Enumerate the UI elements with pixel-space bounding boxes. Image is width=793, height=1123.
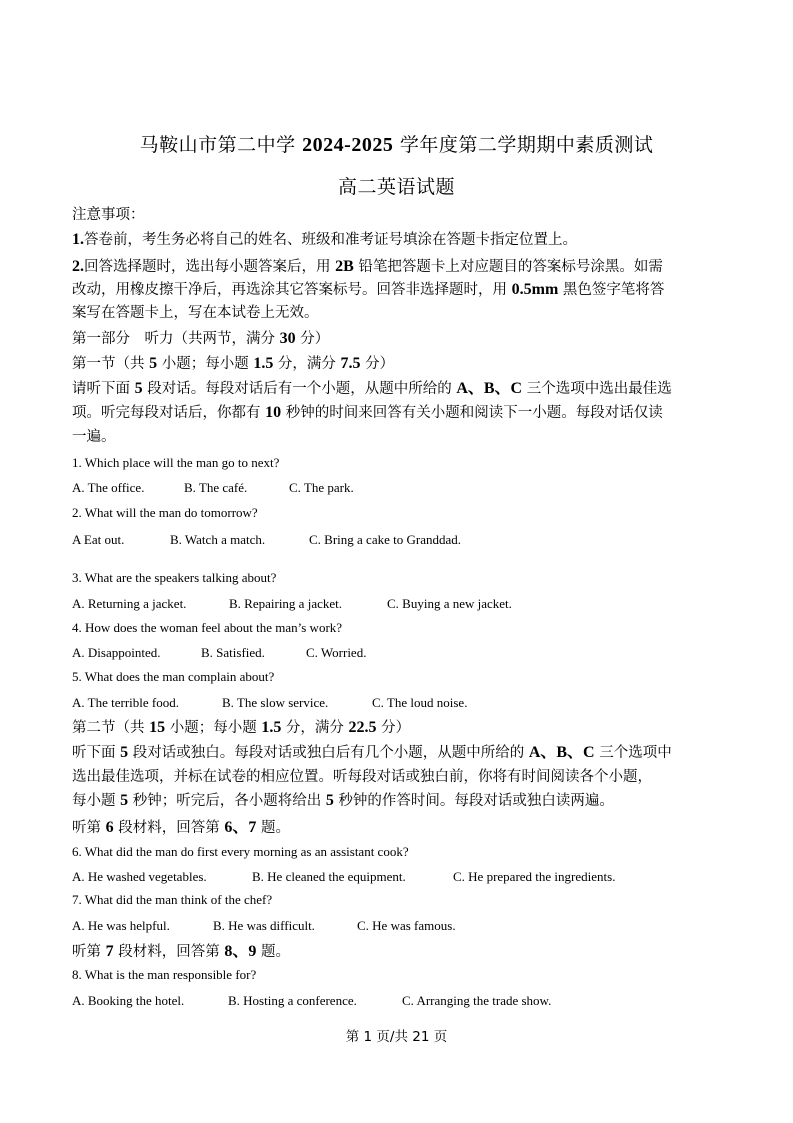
notice-item-2-line-1: 2.回答选择题时，选出每小题答案后，用 2B 铅笔把答题卡上对应题目的答案标号涂黑。如需 [72, 258, 663, 275]
option-b[interactable]: B. The café. [184, 480, 248, 495]
exam-title [0, 130, 793, 157]
question-3: 3. What are the speakers talking about? [72, 570, 277, 585]
section-1-heading: 第一节（共 5 小题；每小题 1.5 分，满分 7.5 分） [72, 355, 395, 372]
option-c[interactable]: C. Bring a cake to Granddad. [309, 532, 461, 547]
title-year: 2024-2025 [302, 134, 394, 156]
option-c[interactable]: C. The loud noise. [372, 695, 468, 710]
title-school: 马鞍山市第二中学 [139, 134, 303, 156]
option-a[interactable]: A. Disappointed. [72, 645, 161, 660]
option-a[interactable]: A. The terrible food. [72, 695, 179, 710]
option-b[interactable]: B. The slow service. [222, 695, 329, 710]
option-a[interactable]: A. The office. [72, 480, 145, 495]
question-5: 5. What does the man complain about? [72, 669, 275, 684]
question-7: 7. What did the man think of the chef? [72, 892, 273, 907]
option-c[interactable]: C. The park. [289, 480, 354, 495]
question-6: 6. What did the man do first every morning as an assistant cook? [72, 844, 409, 859]
notice-item-2-line-3: 案写在答题卡上，写在本试卷上无效。 [72, 305, 319, 321]
option-b[interactable]: B. Watch a match. [170, 532, 266, 547]
exam-subtitle: 高二英语试题 [337, 176, 455, 198]
section-1-instruction-line-1: 请听下面 5 段对话。每段对话后有一个小题，从题中所给的 A、B、C 三个选项中选出最佳选 [72, 380, 672, 397]
section-2-instruction-line-1: 听下面 5 段对话或独白。每段对话或独白后有几个小题，从题中所给的 A、B、C 三个选项中 [72, 744, 672, 761]
title-term: 学年度第二学期期中素质测试 [393, 134, 654, 156]
question-2: 2. What will the man do tomorrow? [72, 505, 258, 520]
option-b[interactable]: B. Repairing a jacket. [229, 596, 342, 611]
section-2-instruction-line-2: 选出最佳选项，并标在试卷的相应位置。听每段对话或独白前，你将有时间阅读各个小题， [72, 769, 652, 785]
option-a[interactable]: A Eat out. [72, 532, 125, 547]
material-6-heading: 听第 6 段材料，回答第 6、7 题。 [72, 819, 290, 836]
option-a[interactable]: A. He was helpful. [72, 918, 170, 933]
option-c[interactable]: C. Buying a new jacket. [387, 596, 512, 611]
notice-item-2-line-2: 改动，用橡皮擦干净后，再选涂其它答案标号。回答非选择题时，用 0.5mm 黑色签字笔将答 [72, 281, 665, 298]
option-c[interactable]: C. He was famous. [357, 918, 456, 933]
section-2-instruction-line-3: 每小题 5 秒钟；听完后，各小题将给出 5 秒钟的作答时间。每段对话或独白读两遍。 [72, 792, 614, 809]
option-c[interactable]: C. Arranging the trade show. [402, 993, 552, 1008]
notice-item-1: 1.答卷前，考生务必将自己的姓名、班级和准考证号填涂在答题卡指定位置上。 [72, 231, 577, 248]
page-number: 第 1 页/共 21 页 [345, 1029, 448, 1045]
option-c[interactable]: C. Worried. [306, 645, 367, 660]
section-1-instruction-line-3: 一遍。 [72, 429, 116, 445]
option-b[interactable]: B. He was difficult. [213, 918, 315, 933]
option-a[interactable]: A. He washed vegetables. [72, 869, 207, 884]
section-2-heading: 第二节（共 15 小题；每小题 1.5 分，满分 22.5 分） [72, 719, 411, 736]
part-1-heading: 第一部分 听力（共两节，满分 30 分） [72, 330, 330, 347]
option-a[interactable]: A. Booking the hotel. [72, 993, 185, 1008]
question-1: 1. Which place will the man go to next? [72, 455, 280, 470]
option-c[interactable]: C. He prepared the ingredients. [453, 869, 616, 884]
option-b[interactable]: B. Hosting a conference. [228, 993, 357, 1008]
material-7-heading: 听第 7 段材料，回答第 8、9 题。 [72, 943, 290, 960]
question-4: 4. How does the woman feel about the man’s work? [72, 620, 343, 635]
option-b[interactable]: B. He cleaned the equipment. [252, 869, 406, 884]
option-a[interactable]: A. Returning a jacket. [72, 596, 187, 611]
option-b[interactable]: B. Satisfied. [201, 645, 265, 660]
notice-heading: 注意事项： [72, 207, 145, 223]
question-8: 8. What is the man responsible for? [72, 967, 257, 982]
section-1-instruction-line-2: 项。听完每段对话后，你都有 10 秒钟的时间来回答有关小题和阅读下一小题。每段对话仅读 [72, 404, 663, 421]
